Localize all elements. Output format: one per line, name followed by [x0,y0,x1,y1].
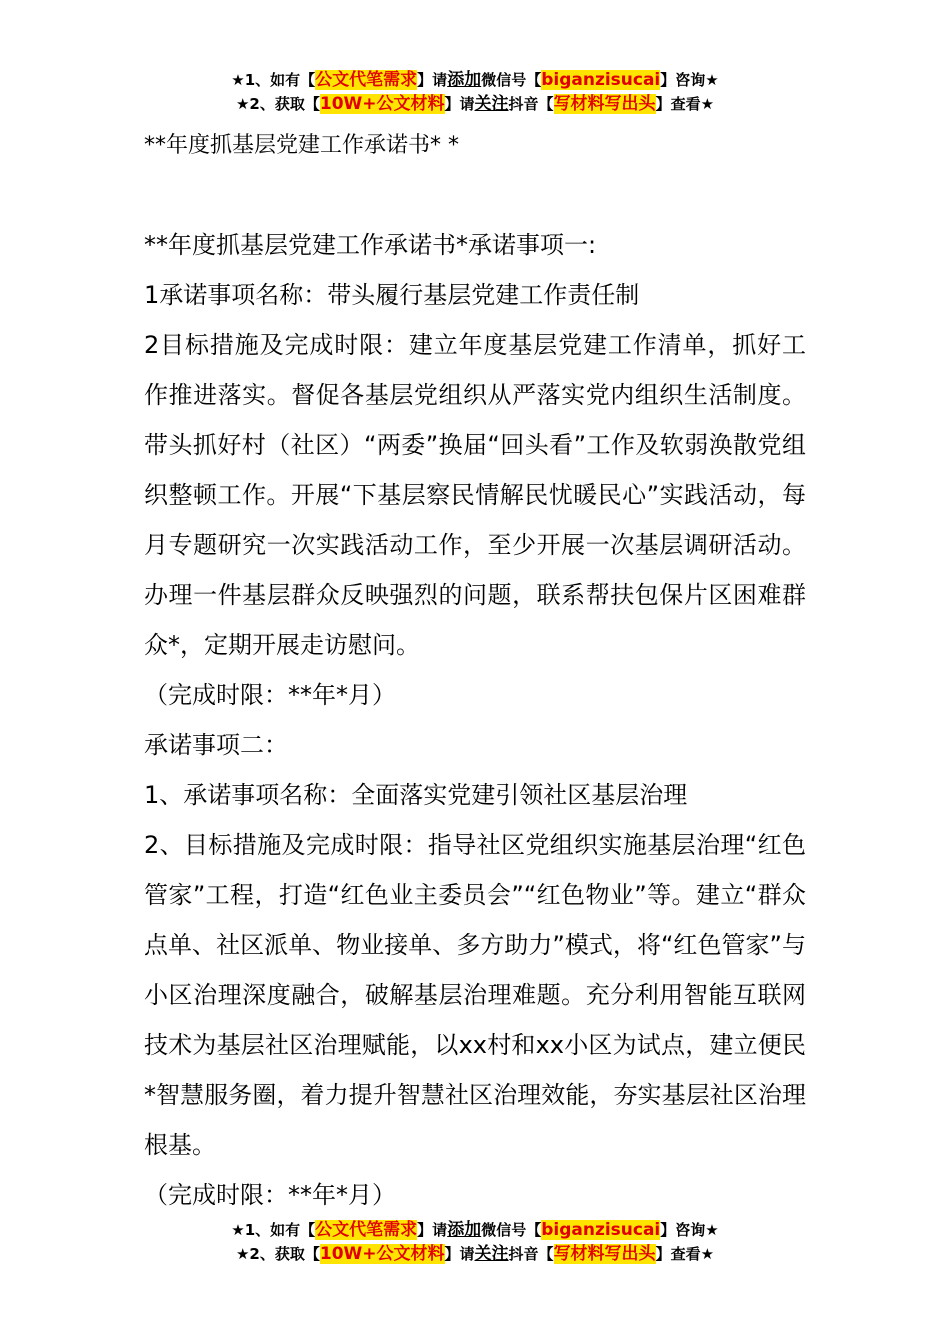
banner-text: 微信号【 [481,1221,542,1239]
banner-highlight: 10W+公文材料 [319,94,445,114]
banner-highlight: 公文代笔需求 [315,70,418,90]
banner-text: 】咨询★ [660,71,719,89]
paragraph: 2目标措施及完成时限：建立年度基层党建工作清单，抓好工作推进落实。督促各基层党组织从严落实党内组织生活制度。带头抓好村（社区）“两委”换届“回头看”工作及软弱涣散党组织整顿工作。开展“下基层察民情解民忧暖民心”实践活动，每月专题研究一次实践活动工作，至少开展一次基层调研活动。办理一件基层群众反映强烈的问题，联系帮扶包保片区困难群众*，定期开展走访慰问。 [144,331,806,659]
paragraph: 2、目标措施及完成时限：指导社区党组织实施基层治理“红色管家”工程，打造“红色业主委员会”“红色物业”等。建立“群众点单、社区派单、物业接单、多方助力”模式，将“红色管家”与小区治理深度融合，破解基层治理难题。充分利用智能互联网技术为基层社区治理赋能，以xx村和xx小区为试点，建立便民*智慧服务圈，着力提升智慧社区治理效能，夯实基层社区治理根基。 [144,831,806,1159]
paragraph: 1、承诺事项名称：全面落实党建引领社区基层治理 [144,781,688,809]
paragraph: （完成时限：**年*月） [144,1181,396,1209]
banner-douyin-id: 写材料写出头 [553,94,656,114]
banner-wechat-id: biganzisucai [541,1220,661,1240]
banner-text: 】请 [444,95,475,113]
banner-text: 抖音【 [508,1245,554,1263]
banner-text: ★1、如有【 [231,71,316,89]
paragraph: （完成时限：**年*月） [144,681,396,709]
banner-wechat-id: biganzisucai [541,70,661,90]
bottom-banner [0,1218,950,1266]
document-title: **年度抓基层党建工作承诺书* * [144,133,459,158]
banner-emphasis: 关注 [474,1244,509,1264]
banner-text: 】咨询★ [660,1221,719,1239]
banner-text: ★2、获取【 [235,95,320,113]
banner-highlight: 公文代笔需求 [315,1220,418,1240]
banner-text: 】查看★ [655,1245,715,1263]
banner-text: ★1、如有【 [231,1221,316,1239]
document-body [144,220,806,1220]
banner-text: 】请 [417,1221,448,1239]
banner-highlight: 10W+公文材料 [319,1244,445,1264]
banner-line-2 [0,1242,950,1266]
banner-text: 】请 [444,1245,475,1263]
top-banner [0,68,950,116]
banner-text: 】请 [417,71,448,89]
banner-emphasis: 添加 [447,70,482,90]
banner-text: 】查看★ [655,95,715,113]
banner-douyin-id: 写材料写出头 [553,1244,656,1264]
banner-text: ★2、获取【 [235,1245,320,1263]
banner-emphasis: 关注 [474,94,509,114]
banner-line-1 [0,1218,950,1242]
banner-line-2 [0,92,950,116]
paragraph: 1承诺事项名称：带头履行基层党建工作责任制 [144,281,640,309]
banner-text: 微信号【 [481,71,542,89]
banner-emphasis: 添加 [447,1220,482,1240]
paragraph: **年度抓基层党建工作承诺书*承诺事项一: [144,231,597,259]
banner-line-1 [0,68,950,92]
banner-text: 抖音【 [508,95,554,113]
paragraph: 承诺事项二： [144,731,288,759]
